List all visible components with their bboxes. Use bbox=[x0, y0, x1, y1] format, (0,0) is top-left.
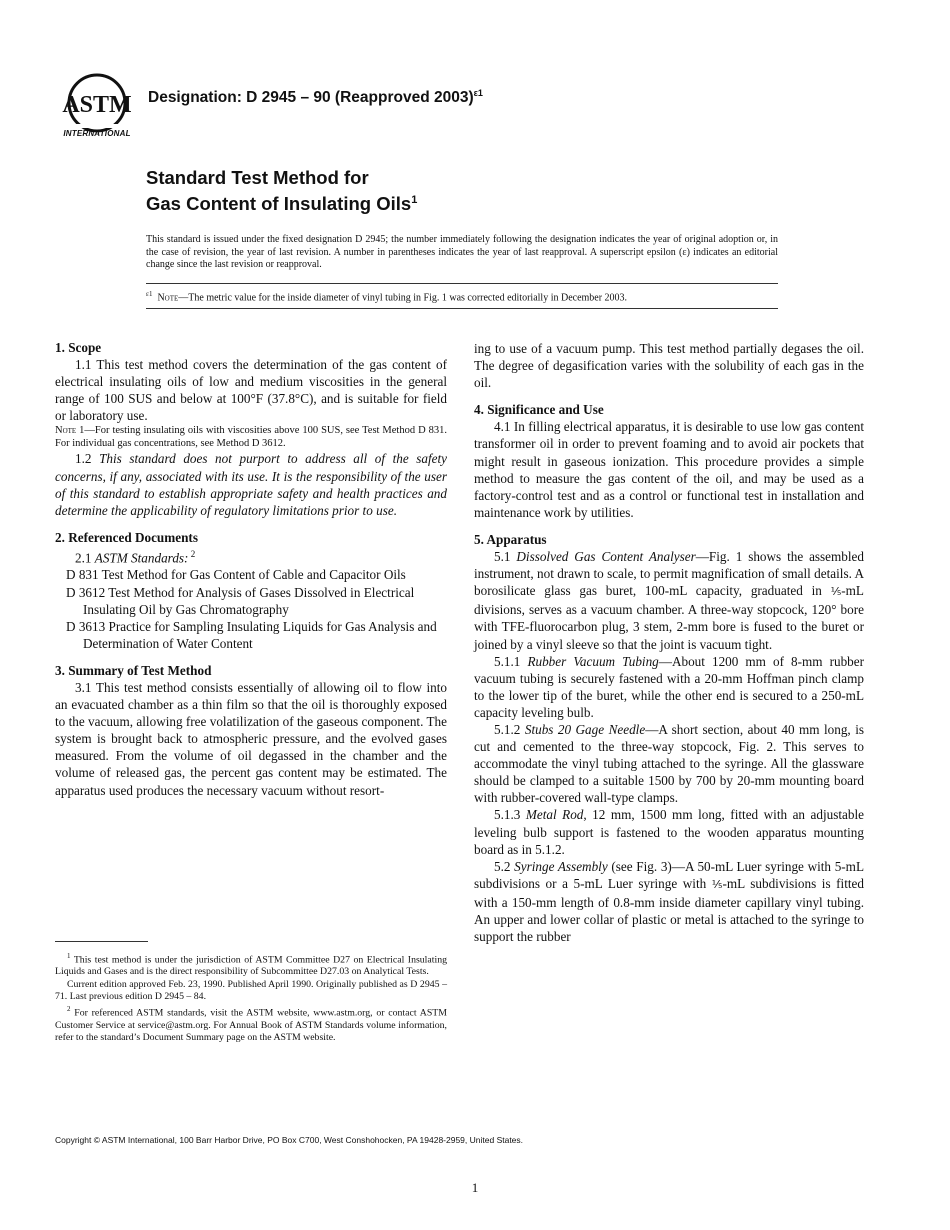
paragraph: ing to use of a vacuum pump. This test method partially degases the oil. The degree of degasification varies with the solubility of each gas in the oil. bbox=[474, 341, 864, 391]
right-column bbox=[474, 340, 864, 945]
section-heading: 4. Significance and Use bbox=[474, 402, 604, 418]
reference-item: D 3612 Test Method for Analysis of Gases Dissolved in Electrical Insulating Oil by Gas Chromatography bbox=[66, 584, 415, 617]
paragraph: 2.1 ASTM Standards: $^2$ bbox=[75, 548, 196, 566]
copyright: Copyright © ASTM International, 100 Barr Harbor Drive, PO Box C700, West Conshohocken, PA 19428-2959, United States. bbox=[55, 1135, 524, 1145]
title-line-2: Gas Content of Insulating Oils$^1$ bbox=[146, 193, 418, 215]
designation: Designation: D 2945 – 90 (Reapproved 2003)$^{\varepsilon 1}$ bbox=[148, 88, 483, 107]
paragraph: 1.2 This standard does not purport to address all of the safety concerns, if any, associated with its use. It is the responsibility of the user of this standard to establish appropriate safety and health practices and determine the applicability of regulatory limitations prior to use. bbox=[55, 451, 448, 518]
logo-text: ASTM bbox=[62, 92, 132, 118]
logo-label: INTERNATIONAL bbox=[63, 129, 131, 138]
paragraph: 1.1 This test method covers the determination of the gas content of electrical insulating oils of low and medium viscosities in the general range of 100 SUS and below at 100°F (37.8°C), and is suitable for field or laboratory use. bbox=[55, 357, 447, 424]
paragraph: 3.1 This test method consists essentially of allowing oil to flow into an evacuated chamber as a thin film so that the oil is thoroughly exposed to the vacuum, allowing free volatilization of the gaseous component. The system is brought back to atmospheric pressure, and the evolved gases measured. From the volume of oil degassed in the chamber and the volume of released gas, the percent gas content may be estimated. The apparatus used produces the necessary vacuum without resort- bbox=[55, 679, 447, 798]
left-column bbox=[55, 339, 447, 799]
note: Note 1—For testing insulating oils with viscosities above 100 SUS, see Test Method D 831. For individual gas concentrations, see Method D 3612. bbox=[55, 425, 447, 450]
issued-statement: This standard is issued under the fixed designation D 2945; the number immediately following the designation indicates the year of original adoption or, in the case of revision, the year of last revision. A number in parentheses indicates the year of last reapproval. A superscript epsilon (ε) indicates an editorial change since the last revision or reapproval. bbox=[146, 234, 778, 271]
page-title bbox=[146, 167, 417, 215]
footnote: Current edition approved Feb. 23, 1990. Published April 1990. Originally published as D 2945 – 71. Last previous edition D 2945 – 84. bbox=[55, 978, 447, 1002]
reference-item: D 3613 Practice for Sampling Insulating Liquids for Gas Analysis and Determination of Water Content bbox=[66, 618, 437, 651]
epsilon-note: $^{\varepsilon 1}$ Note—The metric value for the inside diameter of vinyl tubing in Fig. 1 was corrected editorially in December 2003. bbox=[146, 283, 778, 309]
footnote: $^1$ This test method is under the jurisdiction of ASTM Committee D27 on Electrical Insulating Liquids and Gases and is the direct responsibility of Subcommittee D27.03 on Analytical Tests. bbox=[55, 952, 447, 978]
paragraph: 5.1.1 Rubber Vacuum Tubing—About 1200 mm of 8-mm rubber vacuum tubing is securely fastened with a 20-mm Hoffman pinch clamp to the lower tip of the buret, while the other end is secured to a 250-mL capacity leveling bulb. bbox=[474, 653, 865, 720]
paragraph: 5.1.3 Metal Rod, 12 mm, 1500 mm long, fitted with an adjustable leveling bulb support is fastened to the wooden apparatus mounting board as in 5.1.2. bbox=[474, 807, 864, 857]
paragraph: 5.2 Syringe Assembly (see Fig. 3)—A 50-mL Luer syringe with 5-mL subdivisions or a 5-mL Luer syringe with ⅕-mL subdivisions is fitted with a 150-mm length of 0.8-mm inside diameter capillary vinyl tubing. An upper and lower collar of plastic or metal is attached to the syringe to support the rubber bbox=[474, 858, 864, 945]
page-number: 1 bbox=[471, 1180, 479, 1195]
section-heading: 3. Summary of Test Method bbox=[55, 662, 212, 678]
section-heading: 1. Scope bbox=[55, 340, 102, 355]
footnote-divider bbox=[55, 941, 148, 942]
footnote: $^2$ For referenced ASTM standards, visit the ASTM website, www.astm.org, or contact ASTM Customer Service at service@astm.org. For Annual Book of ASTM Standards volume information, refer to the standard’s Document Summary page on the ASTM website. bbox=[55, 1005, 447, 1043]
section-heading: 2. Referenced Documents bbox=[55, 529, 198, 545]
paragraph: 5.1 Dissolved Gas Content Analyser—Fig. 1 shows the assembled instrument, not drawn to scale, to permit magnification of small details. A borosilicate glass gas buret, 100-mL capacity, graduated in ⅕-mL divisions, serves as a vacuum chamber. A three-way stopcock, 120° bore with TFE-fluorocarbon plug, 3 stem, 2-mm bore is fused to the buret or joined by a vinyl sleeve so that the joint is vacuum tight. bbox=[474, 549, 865, 652]
section-heading: 5. Apparatus bbox=[474, 531, 547, 547]
footnotes bbox=[55, 950, 447, 1044]
paragraph: 4.1 In filling electrical apparatus, it is desirable to use low gas content transformer oil in order to prevent foaming and to avoid air pockets that might result in gaseous ionization. This procedure provides a simple method to measure the gas content of the oil, and may be used as a factory-control test and as a control or functional test in installation and maintenance work by utilities. bbox=[474, 419, 864, 520]
title-line-1: Standard Test Method for bbox=[146, 167, 369, 188]
reference-item: D 831 Test Method for Gas Content of Cable and Capacitor Oils bbox=[66, 567, 406, 583]
paragraph: 5.1.2 Stubs 20 Gage Needle—A short section, about 40 mm long, is cut and cemented to the three-way stopcock, Fig. 2. This serves to accommodate the vinyl tubing attached to the syringe. All the glassware should be clamped to a suitable 1500 by 700 by 20-mm mounting board with rubber-covered wall-type clamps. bbox=[474, 721, 864, 806]
